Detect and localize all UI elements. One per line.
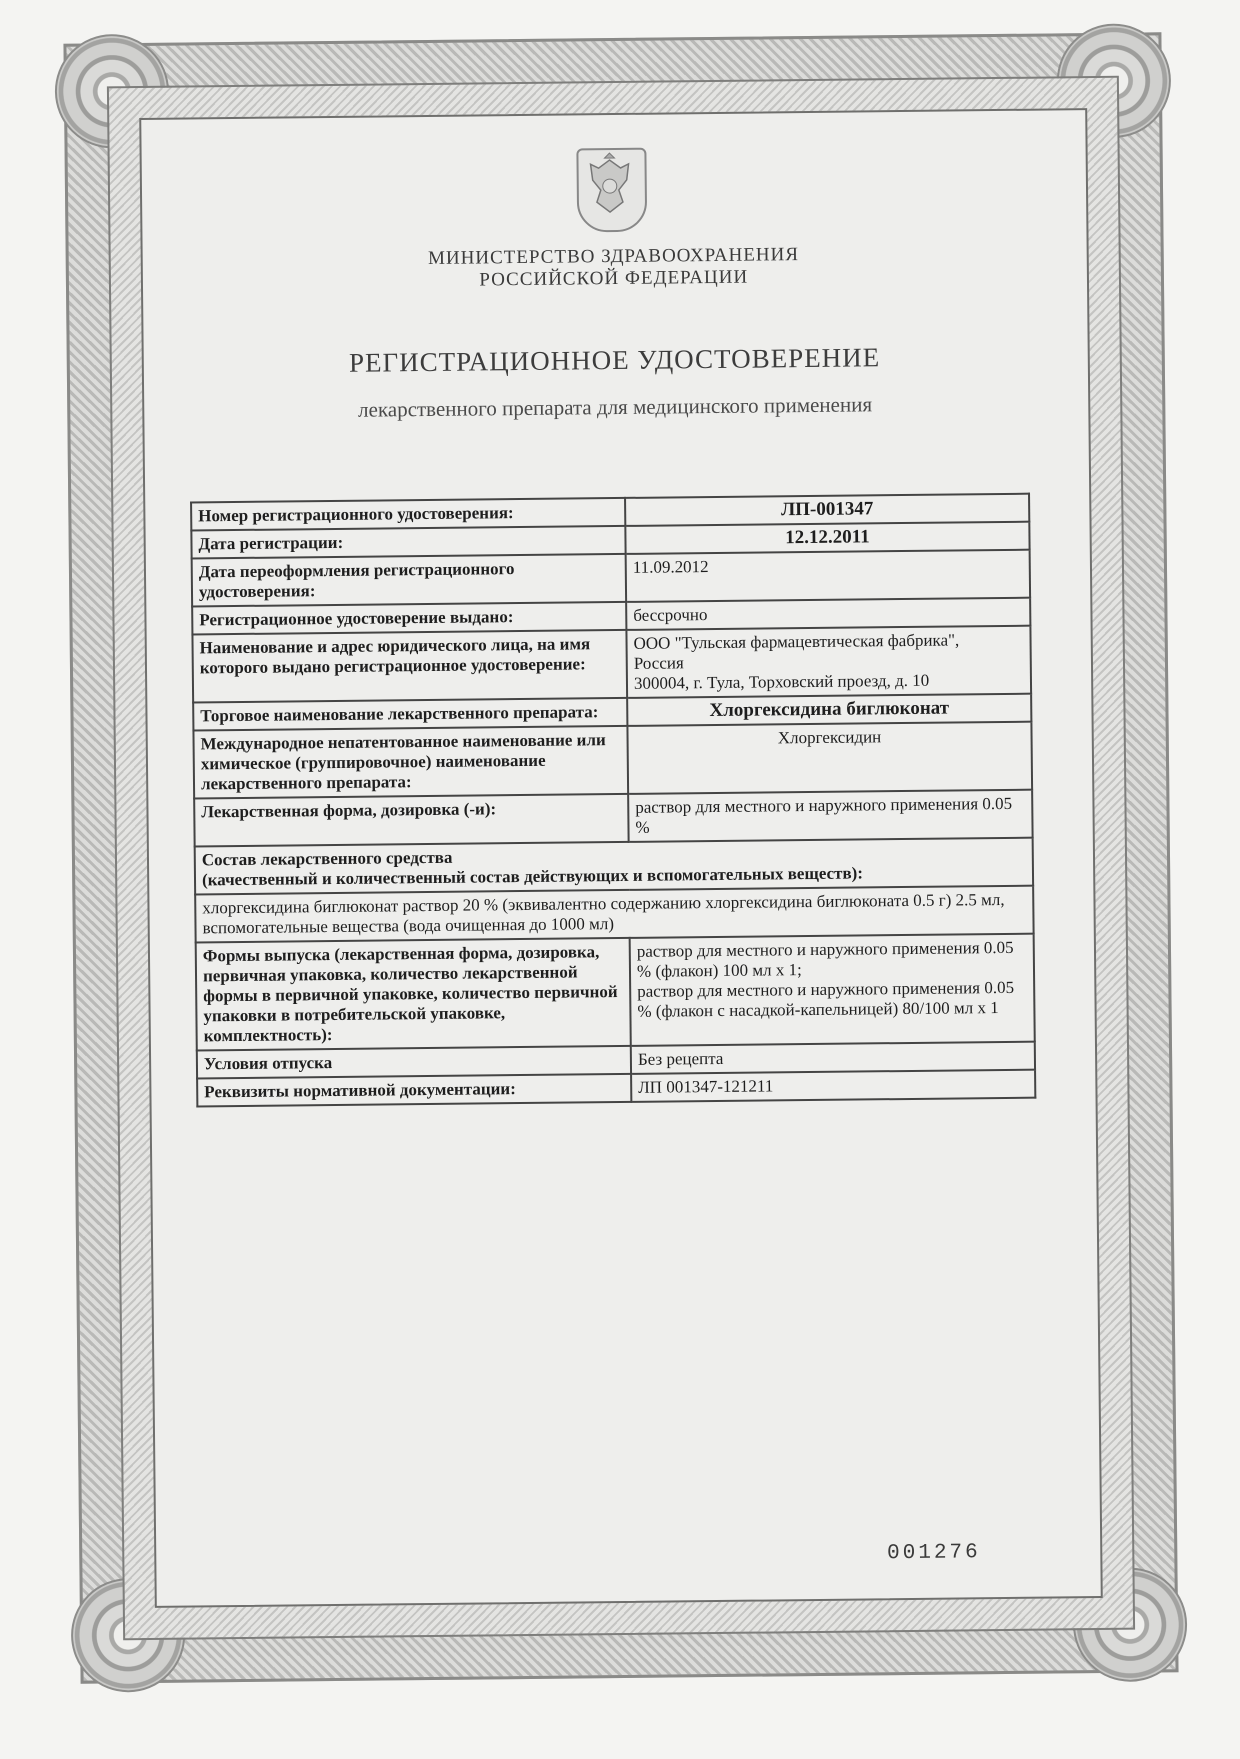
holder-label: Наименование и адрес юридического лица, на имя которого выдано регистрационное удостоверение:	[192, 630, 627, 703]
composition-label-line-2: (качественный и количественный состав действующих и вспомогательных веществ):	[201, 863, 864, 890]
form-label: Лекарственная форма, дозировка (-и):	[194, 794, 628, 847]
document-title: РЕГИСТРАЦИОННОЕ УДОСТОВЕРЕНИЕ	[348, 342, 881, 378]
composition-label-line-1: Состав лекарственного средства	[201, 847, 453, 870]
ministry-header	[293, 243, 933, 294]
table-row	[195, 838, 1033, 895]
holder-country: Россия	[633, 653, 684, 673]
inn-value: Хлоргексидин	[627, 722, 1032, 794]
dispensing-value: Без рецепта	[631, 1042, 1035, 1074]
document-subtitle: лекарственного препарата для медицинского применения	[357, 392, 873, 422]
table-row	[196, 934, 1035, 1051]
composition-label	[195, 838, 1033, 895]
table-row	[194, 790, 1032, 847]
reg-date-label: Дата регистрации:	[191, 526, 625, 559]
dispensing-label: Условия отпуска	[197, 1046, 631, 1079]
reg-number-value: ЛП-001347	[625, 494, 1029, 526]
release-forms-value	[630, 934, 1035, 1046]
ministry-line-1: МИНИСТЕРСТВО ЗДРАВООХРАНЕНИЯ	[427, 244, 800, 269]
holder-name: ООО "Тульская фармацевтическая фабрика",	[633, 630, 960, 653]
holder-address: 300004, г. Тула, Торховский проезд, д. 10	[633, 670, 930, 693]
coat-of-arms-icon	[576, 148, 647, 233]
table-row	[195, 886, 1033, 943]
reissue-date-value: 11.09.2012	[626, 550, 1030, 602]
form-value: раствор для местного и наружного применения 0.05 %	[628, 790, 1032, 842]
trade-name-label: Торговое наименование лекарственного препарата:	[193, 698, 627, 731]
table-row	[192, 626, 1031, 703]
release-form-1: раствор для местного и наружного применения 0.05 % (флакон) 100 мл x 1;	[636, 937, 1014, 981]
normdoc-value: ЛП 001347-121211	[631, 1070, 1035, 1102]
serial-number: 001276	[886, 1541, 981, 1566]
reg-number-label: Номер регистрационного удостоверения:	[191, 498, 625, 531]
normdoc-label: Реквизиты нормативной документации:	[197, 1074, 631, 1107]
reissue-date-label: Дата переоформления регистрационного удостоверения:	[192, 554, 626, 607]
validity-value: бессрочно	[626, 598, 1030, 630]
release-forms-label: Формы выпуска (лекарственная форма, дозировка, первичная упаковка, количество лекарственной формы в первичной упаковке, количество первичной упаковки в потребительской упаковке, комплектность):	[196, 938, 631, 1051]
holder-value	[626, 626, 1031, 698]
registration-table	[190, 493, 1036, 1108]
table-row	[193, 722, 1032, 799]
validity-label: Регистрационное удостоверение выдано:	[192, 602, 626, 635]
composition-value: хлоргексидина биглюконат раствор 20 % (эквивалентно содержанию хлоргексидина биглюконата 0.5 г) 2.5 мл, вспомогательные вещества (вода очищенная до 1000 мл)	[195, 886, 1033, 943]
release-form-2: раствор для местного и наружного применения 0.05 % (флакон с насадкой-капельницей) 80/100 мл x 1	[637, 977, 1015, 1021]
inn-label: Международное непатентованное наименование или химическое (группировочное) наименование лекарственного препарата:	[193, 726, 628, 799]
reg-date-value: 12.12.2011	[625, 522, 1029, 554]
ministry-line-2: РОССИЙСКОЙ ФЕДЕРАЦИИ	[479, 266, 749, 291]
trade-name-value: Хлоргексидина биглюконат	[627, 694, 1031, 726]
table-row	[192, 550, 1030, 607]
